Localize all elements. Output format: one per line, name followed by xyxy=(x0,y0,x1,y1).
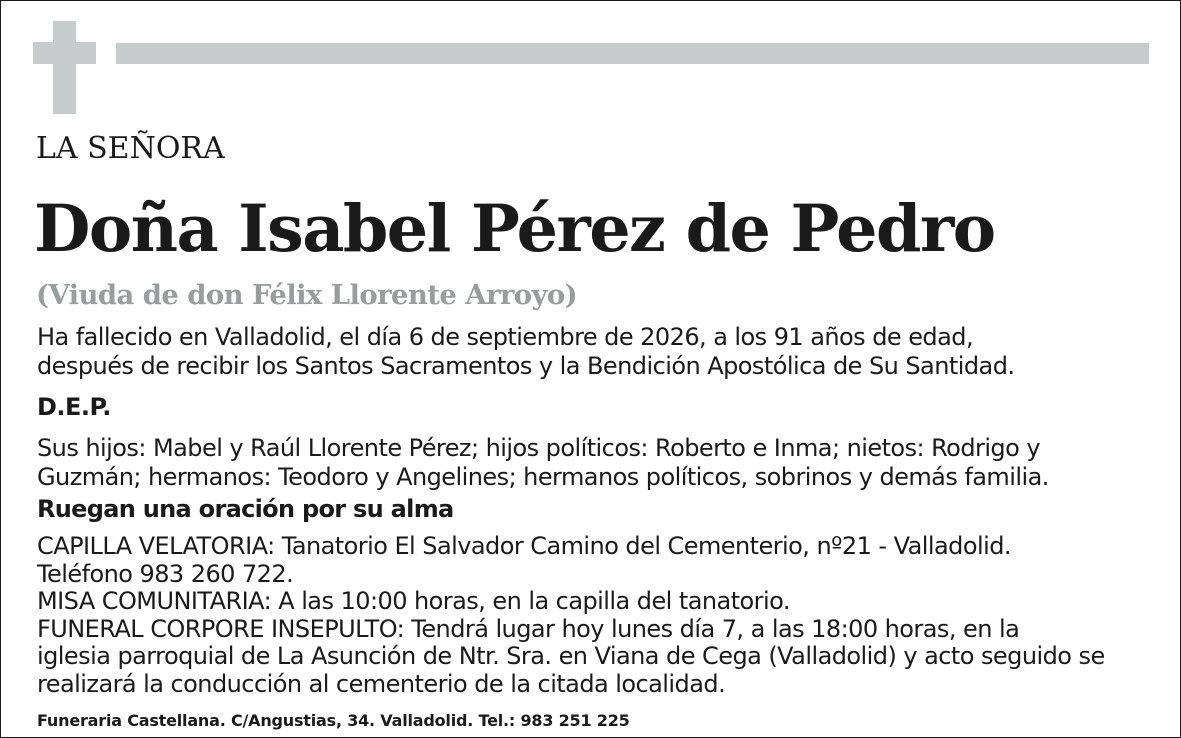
details-line: FUNERAL CORPORE INSEPULTO: Tendrá lugar hoy lunes día 7, a las 18:00 horas, en la xyxy=(37,614,1020,643)
announcement-line: después de recibir los Santos Sacramentos y la Bendición Apostólica de Su Santidad. xyxy=(37,352,1015,380)
details-line: iglesia parroquial de La Asunción de Ntr. Sra. en Viana de Cega (Valladolid) y acto seguido se xyxy=(37,642,1105,670)
header-rule xyxy=(116,43,1149,64)
details-line: MISA COMUNITARIA: A las 10:00 horas, en la capilla del tanatorio. xyxy=(37,587,790,615)
prayer-request: Ruegan una oración por su alma xyxy=(37,495,454,523)
cross-icon xyxy=(53,21,76,114)
family-line: Sus hijos: Mabel y Raúl Llorente Pérez; hijos políticos: Roberto e Inma; nietos: Rodrigo y xyxy=(37,434,1040,462)
announcement-line: Ha fallecido en Valladolid, el día 6 de septiembre de 2026, a los 91 años de edad, xyxy=(37,323,974,351)
deceased-name: Doña Isabel Pérez de Pedro xyxy=(34,191,995,267)
family-line: Guzmán; hermanos: Teodoro y Angelines; hermanos políticos, sobrinos y demás familia. xyxy=(37,463,1049,491)
honorific-label: LA SEÑORA xyxy=(36,131,225,166)
service-details xyxy=(37,533,1105,698)
family-list xyxy=(37,434,1049,492)
funeral-home-footer: Funeraria Castellana. C/Angustias, 34. Valladolid. Tel.: 983 251 225 xyxy=(37,711,630,730)
death-announcement xyxy=(37,323,1014,381)
details-line: Teléfono 983 260 722. xyxy=(37,559,294,588)
details-line: CAPILLA VELATORIA: Tanatorio El Salvador Camino del Cementerio, nº21 - Valladolid. xyxy=(37,532,1011,560)
widow-note: (Viuda de don Félix Llorente Arroyo) xyxy=(36,279,578,311)
details-line: realizará la conducción al cementerio de la citada localidad. xyxy=(37,669,726,698)
rip-label: D.E.P. xyxy=(37,393,111,421)
cross-icon-arm xyxy=(33,42,96,64)
